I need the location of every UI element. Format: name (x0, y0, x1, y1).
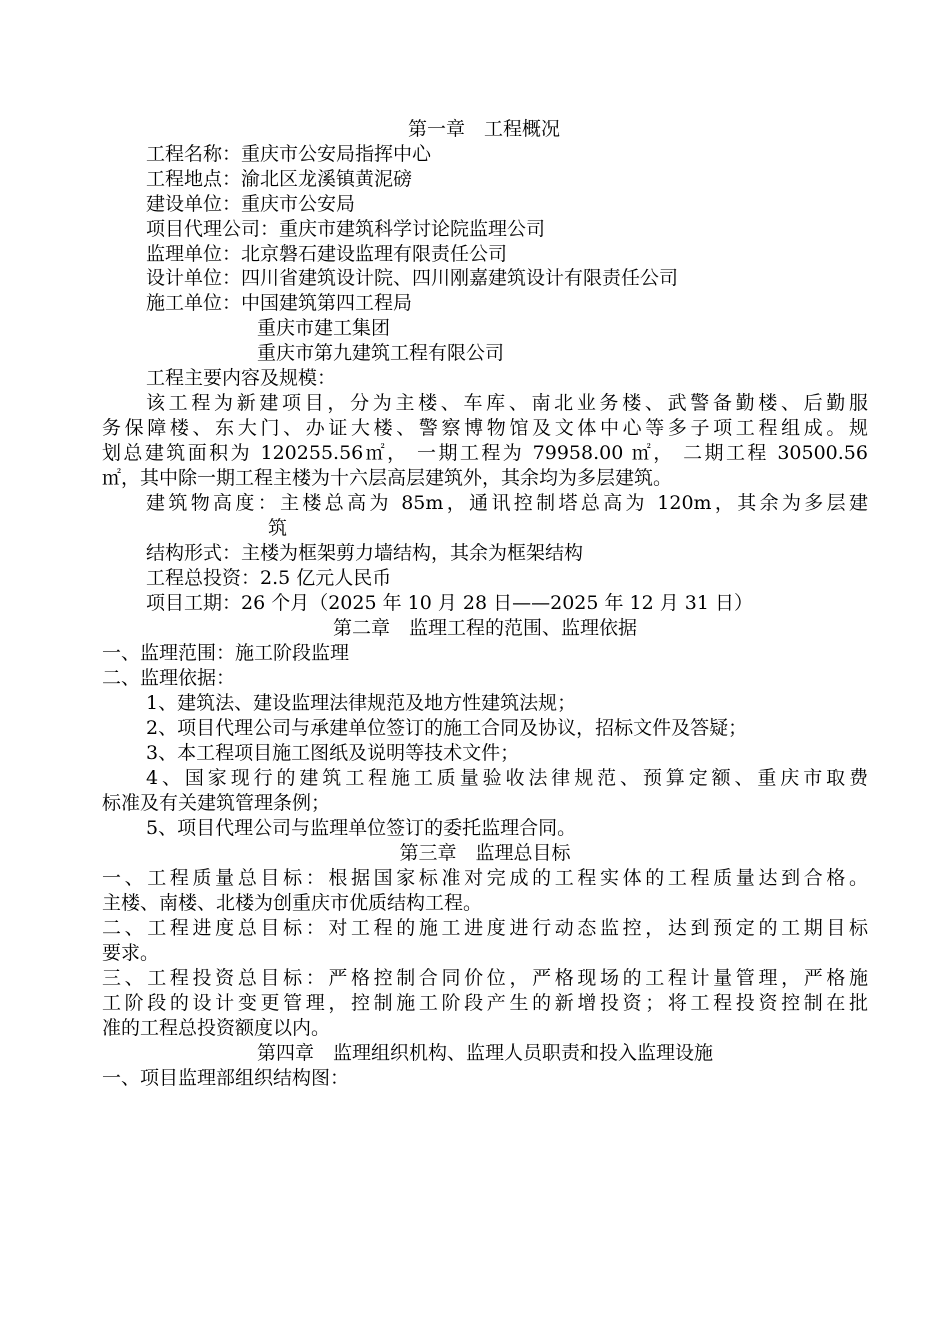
project-duration: 项目工期：26 个月（2025 年 10 月 28 日——2025 年 12 月 31 日） (146, 592, 754, 614)
scope-description-line-1: 该工程为新建项目，分为主楼、车库、南北业务楼、武警备勤楼、后勤服 (146, 392, 868, 414)
scope-description-line-2: 务保障楼、东大门、办证大楼、警察博物馆及文体中心等多子项工程组成。规 (102, 417, 868, 439)
chapter-1-title: 第一章 工程概况 (407, 118, 560, 140)
basis-item-4-line-2: 标准及有关建筑管理条例； (102, 792, 331, 814)
basis-item-3: 3、本工程项目施工图纸及说明等技术文件； (146, 742, 520, 764)
supervision-scope: 一、监理范围：施工阶段监理 (102, 642, 350, 664)
basis-item-1: 1、建筑法、建设监理法律规范及地方性建筑法规； (146, 692, 577, 714)
project-agent: 项目代理公司：重庆市建筑科学讨论院监理公司 (146, 218, 546, 240)
basis-item-5: 5、项目代理公司与监理单位签订的委托监理合同。 (146, 817, 577, 839)
scope-heading: 工程主要内容及规模： (146, 367, 337, 389)
contractor-3: 重庆市第九建筑工程有限公司 (257, 342, 505, 364)
quality-goal-line-2: 主楼、南楼、北楼为创重庆市优质结构工程。 (102, 892, 483, 914)
chapter-3-title: 第三章 监理总目标 (399, 842, 571, 864)
contractor-2: 重庆市建工集团 (257, 317, 391, 339)
structure-form: 结构形式：主楼为框架剪力墙结构，其余为框架结构 (146, 542, 584, 564)
chapter-2-title: 第二章 监理工程的范围、监理依据 (332, 617, 637, 639)
building-height-line-2: 筑 (268, 517, 288, 539)
scope-description-line-4: ㎡，其中除一期工程主楼为十六层高层建筑外，其余均为多层建筑。 (102, 467, 673, 489)
project-name: 工程名称：重庆市公安局指挥中心 (146, 143, 432, 165)
progress-goal-line-2: 要求。 (102, 942, 160, 964)
total-investment: 工程总投资：2.5 亿元人民币 (146, 567, 392, 589)
construction-owner: 建设单位：重庆市公安局 (146, 193, 356, 215)
supervision-basis: 二、监理依据： (102, 667, 236, 689)
investment-goal-line-2: 工阶段的设计变更管理，控制施工阶段产生的新增投资；将工程投资控制在批 (102, 992, 868, 1014)
scope-description-line-3: 划总建筑面积为 120255.56㎡， 一期工程为 79958.00 ㎡， 二期工程 30500.56 (102, 442, 868, 464)
investment-goal-line-3: 准的工程总投资额度以内。 (102, 1017, 331, 1039)
org-chart-heading: 一、项目监理部组织结构图： (102, 1067, 350, 1089)
project-location: 工程地点：渝北区龙溪镇黄泥磅 (146, 168, 413, 190)
basis-item-4-line-1: 4、国家现行的建筑工程施工质量验收法律规范、预算定额、重庆市取费 (146, 767, 868, 789)
design-unit: 设计单位：四川省建筑设计院、四川刚嘉建筑设计有限责任公司 (146, 267, 679, 289)
chapter-4-title: 第四章 监理组织机构、监理人员职责和投入监理设施 (256, 1042, 713, 1064)
building-height-line-1: 建筑物高度：主楼总高为 85m，通讯控制塔总高为 120m，其余为多层建 (146, 492, 868, 514)
investment-goal-line-1: 三、工程投资总目标：严格控制合同价位，严格现场的工程计量管理，严格施 (102, 967, 868, 989)
supervision-unit: 监理单位：北京磐石建设监理有限责任公司 (146, 243, 508, 265)
progress-goal-line-1: 二、工程进度总目标：对工程的施工进度进行动态监控，达到预定的工期目标 (102, 917, 868, 939)
quality-goal-line-1: 一、工程质量总目标：根据国家标准对完成的工程实体的工程质量达到合格。 (102, 867, 868, 889)
contractor-1: 施工单位：中国建筑第四工程局 (146, 292, 413, 314)
basis-item-2: 2、项目代理公司与承建单位签订的施工合同及协议，招标文件及答疑； (146, 717, 748, 739)
